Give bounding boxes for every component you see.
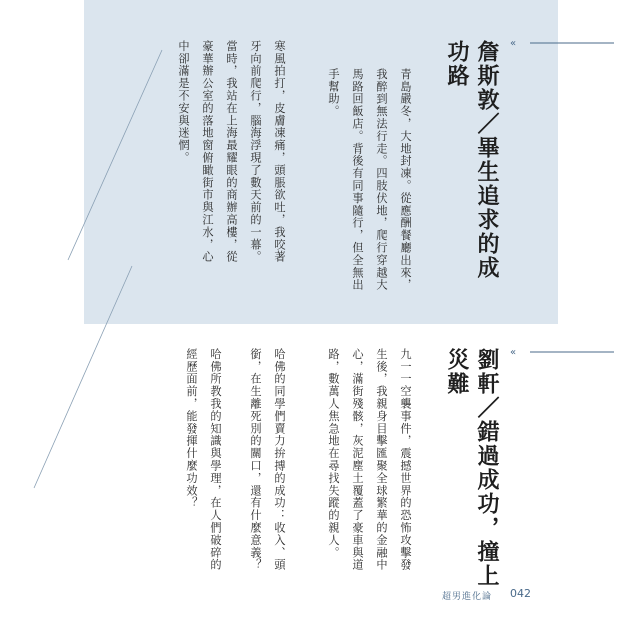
section1-para2-line3: 當時，我站在上海最耀眼的商辦高樓，從 [225,40,238,264]
section1-para2-line2: 牙向前爬行，腦海浮現了數天前的一幕。 [249,40,262,264]
section2-para1-line3: 心，滿街殘骸，灰泥塵土覆蓋了豪車與道 [351,348,364,572]
section1-para2-line5: 中卻滿是不安與迷惘。 [177,40,190,164]
section1-para1-line2: 我醉到無法行走。四肢伏地，爬行穿越大 [375,68,388,292]
section1-para2-line1: 寒風拍打，皮膚凍痛，頭脹欲吐，我咬著 [273,40,286,264]
section2-para1-line1: 九一一空襲事件，震撼世界的恐怖攻擊發 [399,348,412,572]
section2-title-line2: 災難 [444,348,470,396]
section1-title-line1: 詹斯敦／畢生追求的成 [474,40,500,280]
chevron-marker-top: « [510,38,517,49]
section2-para1-line4: 路，數萬人焦急地在尋找失蹤的親人。 [327,348,340,559]
diagonal-line-bottom [34,266,132,488]
section2-para2-line2: 銜，在生離死別的關口，還有什麼意義？ [249,348,262,572]
section2-title-line1: 劉軒／錯過成功，撞上 [474,348,500,588]
section2-para3-line1: 哈佛所教我的知識與學理，在人們破碎的 [209,348,222,572]
diagonal-line-top [68,50,162,260]
page-number: 042 [510,587,531,600]
section1-para2-line4: 豪華辦公室的落地窗俯瞰街市與江水，心 [201,40,214,264]
chevron-marker-bottom: « [510,347,517,358]
section2-para3-line2: 經歷面前，能發揮什麼功效？ [185,348,198,510]
section2-para1-line2: 生後，我親身目擊匯聚全球繁華的金融中 [375,348,388,572]
section1-para1-line3: 馬路回飯店。背後有同事隨行，但全無出 [351,68,364,292]
section1-para1-line1: 青島嚴冬，大地封凍。從應酬餐廳出來， [399,68,412,292]
section1-para1-line4: 手幫助。 [327,68,340,118]
section1-title-line2: 功路 [444,40,470,88]
running-footer-book-title: 超男進化論 [442,592,493,602]
section2-para2-line1: 哈佛的同學們賣力拚搏的成功：收入、頭 [273,348,286,572]
